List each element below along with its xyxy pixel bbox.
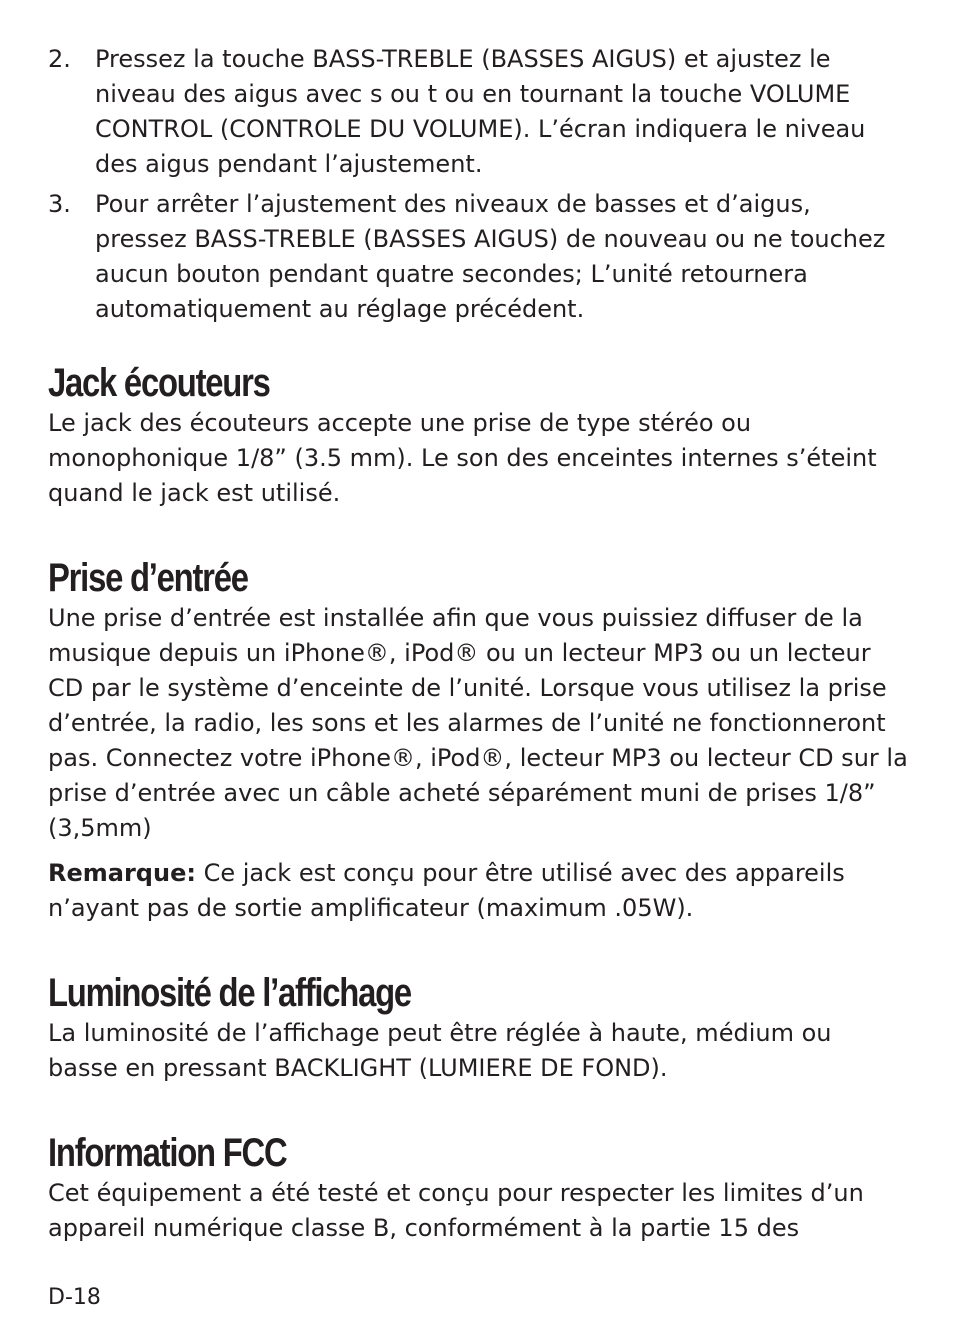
section-display-brightness xyxy=(48,970,908,1086)
section-body: La luminosité de l’affichage peut être réglée à haute, médium ou basse en pressant BACKLIGHT (LUMIERE DE FOND). xyxy=(48,1019,832,1082)
section-heading: Prise d’entrée xyxy=(48,556,248,600)
step-text: Pour arrêter l’ajustement des niveaux de basses et d’aigus, pressez BASS-TREBLE (BASSES AIGUS) de nouveau ou ne touchez aucun bouton pendant quatre secondes; L’unité retournera automatiquement au réglage précédent. xyxy=(95,190,886,323)
section-headphone-jack xyxy=(48,360,908,511)
step-item xyxy=(48,187,908,327)
section-fcc-info xyxy=(48,1130,908,1246)
section-heading: Information FCC xyxy=(48,1131,287,1175)
section-body: Cet équipement a été testé et conçu pour respecter les limites d’un appareil numérique classe B, conformément à la partie 15 des xyxy=(48,1179,864,1242)
section-body: Le jack des écouteurs accepte une prise de type stéréo ou monophonique 1/8” (3.5 mm). Le son des enceintes internes s’éteint quand le jack est utilisé. xyxy=(48,409,877,507)
step-number: 3. xyxy=(48,190,71,218)
step-number: 2. xyxy=(48,45,71,73)
section-aux-input xyxy=(48,555,908,926)
section-body: Une prise d’entrée est installée afin que vous puissiez diffuser de la musique depuis un iPhone®, iPod® ou un lecteur MP3 ou un lecteur CD par le système d’enceinte de l’unité. Lorsque vous utilisez la prise d’entrée, la radio, les sons et les alarmes de l’unité ne fonctionneront pas. Connectez votre iPhone®, iPod®, lecteur MP3 ou lecteur CD sur la prise d’entrée avec un câble acheté séparément muni de prises 1/8” (3,5mm) xyxy=(48,604,908,842)
section-heading: Luminosité de l’affichage xyxy=(48,971,411,1015)
instruction-steps xyxy=(48,42,908,332)
page-number: D-18 xyxy=(48,1285,101,1310)
section-heading: Jack écouteurs xyxy=(48,361,270,405)
step-text: Pressez la touche BASS-TREBLE (BASSES AIGUS) et ajustez le niveau des aigus avec s ou t ou en tournant la touche VOLUME CONTROL (CONTROLE DU VOLUME). L’écran indiquera le niveau des aigus pendant l’ajustement. xyxy=(95,45,866,178)
note-paragraph xyxy=(48,856,908,926)
note-label: Remarque: xyxy=(48,859,196,887)
note-text: Ce jack est conçu pour être utilisé avec des appareils n’ayant pas de sortie amplificateur (maximum .05W). xyxy=(48,859,845,922)
step-item xyxy=(48,42,908,182)
